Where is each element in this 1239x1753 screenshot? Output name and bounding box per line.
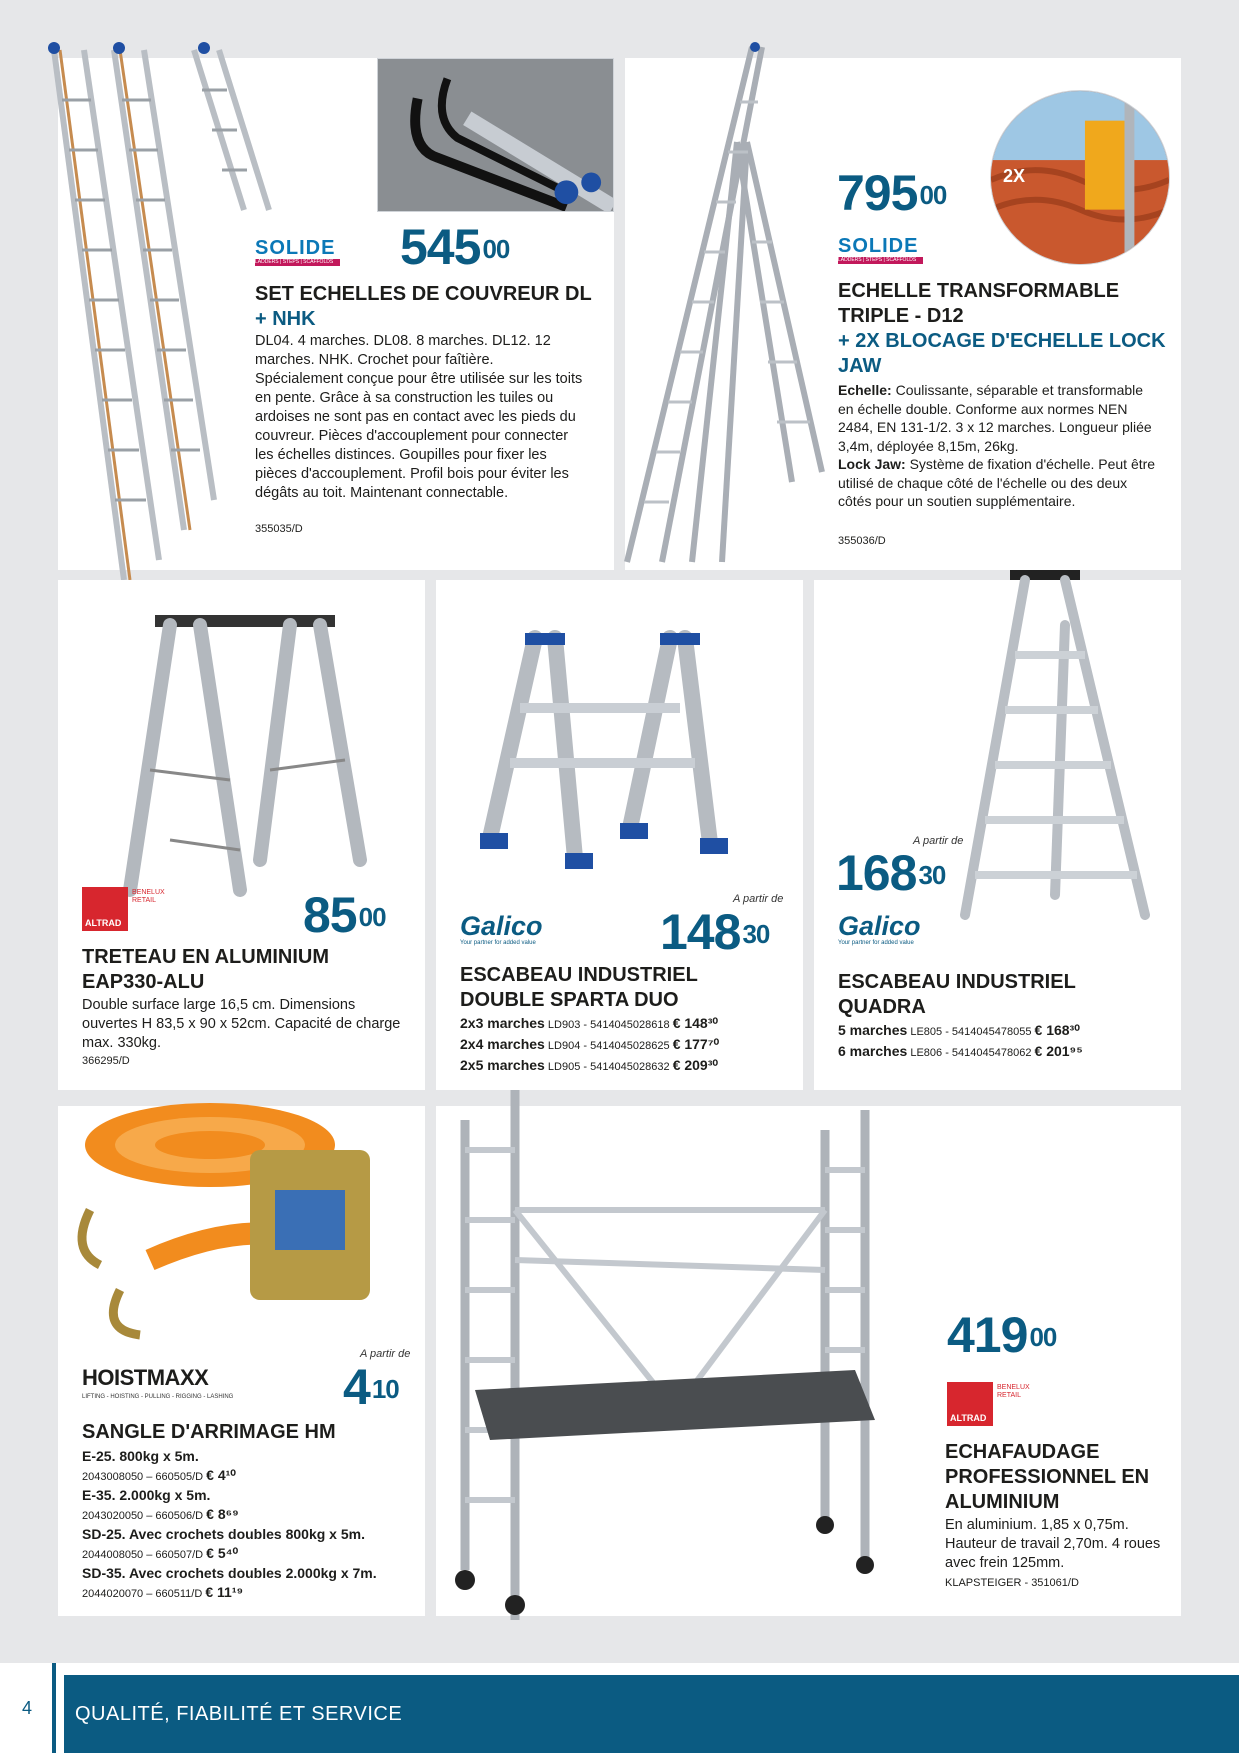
sparta-duo-image <box>480 628 770 873</box>
hoistmaxx-logo: HOISTMAXX LIFTING - HOISTING - PULLING - RIGGING - LASHING <box>82 1365 234 1400</box>
triple-ladder-description: Echelle: Coulissante, séparable et transformable en échelle double. Conforme aux normes NEN 2484, EN 131-1/2. 3 x 12 marches. Longueur pliée 3,4m, déployée 8,15m, 26kg. Lock Jaw: Système de fixation d'échelle. Peut être utilisé de chaque côté de l'échelle ou des deux côtés pour un soutien supplémentaire. <box>838 382 1156 509</box>
page-number: 4 <box>22 1698 33 1718</box>
triple-ladder-image <box>622 42 832 567</box>
variant-row: 2x5 marches LD905 - 5414045028632 € 209³⁰ <box>460 1057 718 1073</box>
quadra-variants <box>838 1021 1168 1063</box>
trestle-price: $85^{00}$ <box>303 887 386 943</box>
variant-item: SD-35. Avec crochets doubles 2.000kg x 7m. 2044020070 – 660511/D € 11¹⁹ <box>82 1565 377 1600</box>
solide-logo: SOLIDE LADDERS | STEPS | SCAFFOLDS <box>255 238 340 270</box>
roofer-ladders-description: DL04. 4 marches. DL08. 8 marches. DL12. 12 marches. NHK. Crochet pour faîtière. Spécialement conçue pour être utilisée sur les toits en pente. Grâce à sa construction les tuiles ou ardoises ne sont pas en contact avec les pieds du couvreur. Pièces d'accouplement pour connecter les échelles distinces. Goupilles pour fixer les pièces d'accouplement. Profil bois pour éviter les dégâts au toit. Maintenant connectable. <box>255 333 583 501</box>
variant-item: E-25. 800kg x 5m. 2043008050 – 660505/D € 4¹⁰ <box>82 1448 236 1483</box>
roofer-ladders-ref: 355035/D <box>255 523 303 535</box>
from-label: A partir de <box>913 835 964 847</box>
quadra-title: ESCABEAU INDUSTRIEL QUADRA <box>838 971 1076 1018</box>
sparta-duo-price: $148^{30}$ <box>660 904 770 960</box>
scaffold-image <box>455 1090 930 1625</box>
footer-tagline: QUALITÉ, FIABILITÉ ET SERVICE <box>75 1703 403 1725</box>
scaffold-price: $419^{00}$ <box>947 1307 1057 1363</box>
triple-ladder-ref: 355036/D <box>838 535 886 547</box>
footer-divider <box>52 1663 56 1753</box>
sparta-duo-title: ESCABEAU INDUSTRIEL DOUBLE SPARTA DUO <box>460 964 698 1011</box>
variant-row: 2x4 marches LD904 - 5414045028625 € 177⁷⁰ <box>460 1036 720 1052</box>
sparta-duo-variants <box>460 1014 790 1077</box>
quadra-price: $168^{30}$ <box>836 845 946 901</box>
galico-logo: Galico Your partner for added value <box>460 911 543 946</box>
ridge-hook-image <box>377 58 614 212</box>
trestle-title: TRETEAU EN ALUMINIUM EAP330-ALU <box>82 946 330 993</box>
variant-item: SD-25. Avec crochets doubles 800kg x 5m. 2044008050 – 660507/D € 5⁴⁰ <box>82 1526 365 1561</box>
triple-ladder-title: ECHELLE TRANSFORMABLE TRIPLE - D12 + 2X BLOCAGE D'ECHELLE LOCK JAW <box>838 280 1166 377</box>
page-footer <box>0 1663 1239 1753</box>
solide-logo: SOLIDE LADDERS | STEPS | SCAFFOLDS <box>838 236 923 268</box>
trestle-ref: 366295/D <box>82 1055 130 1067</box>
quadra-image <box>955 565 1170 920</box>
lashing-strap-price: $4^{10}$ <box>343 1359 399 1415</box>
scaffold-description: En aluminium. 1,85 x 0,75m. Hauteur de travail 2,70m. 4 roues avec frein 125mm. <box>945 1517 1161 1571</box>
roofer-ladders-title: SET ECHELLES DE COUVREUR DL + NHK <box>255 283 592 330</box>
variant-row: 2x3 marches LD903 - 5414045028618 € 148³⁰ <box>460 1015 718 1031</box>
triple-ladder-price: $795^{00}$ <box>837 165 947 221</box>
from-label: A partir de <box>360 1348 411 1360</box>
scaffold-title: ECHAFAUDAGE PROFESSIONNEL EN ALUMINIUM <box>945 1441 1150 1513</box>
scaffold-ref: KLAPSTEIGER - 351061/D <box>945 1577 1079 1589</box>
trestle-description: Double surface large 16,5 cm. Dimensions ouvertes H 83,5 x 90 x 52cm. Capacité de charge max. 330kg. <box>82 997 401 1051</box>
from-label: A partir de <box>733 893 784 905</box>
variant-item: E-35. 2.000kg x 5m. 2043020050 – 660506/D € 8⁶⁹ <box>82 1487 239 1522</box>
lashing-strap-title: SANGLE D'ARRIMAGE HM <box>82 1421 336 1443</box>
quantity-badge: 2X <box>1003 166 1026 186</box>
galico-logo: Galico Your partner for added value <box>838 911 921 946</box>
lashing-strap-image <box>60 1090 405 1350</box>
variant-row: 5 marches LE805 - 5414045478055 € 168³⁰ <box>838 1022 1080 1038</box>
lashing-strap-variants <box>82 1447 412 1603</box>
altrad-logo: ALTRAD BENELUX RETAIL <box>82 887 170 931</box>
altrad-logo: ALTRAD BENELUX RETAIL <box>947 1382 1035 1426</box>
variant-row: 6 marches LE806 - 5414045478062 € 201⁹⁵ <box>838 1043 1083 1059</box>
roofer-ladders-price: $545^{00}$ <box>400 219 510 275</box>
trestle-image <box>110 610 380 900</box>
